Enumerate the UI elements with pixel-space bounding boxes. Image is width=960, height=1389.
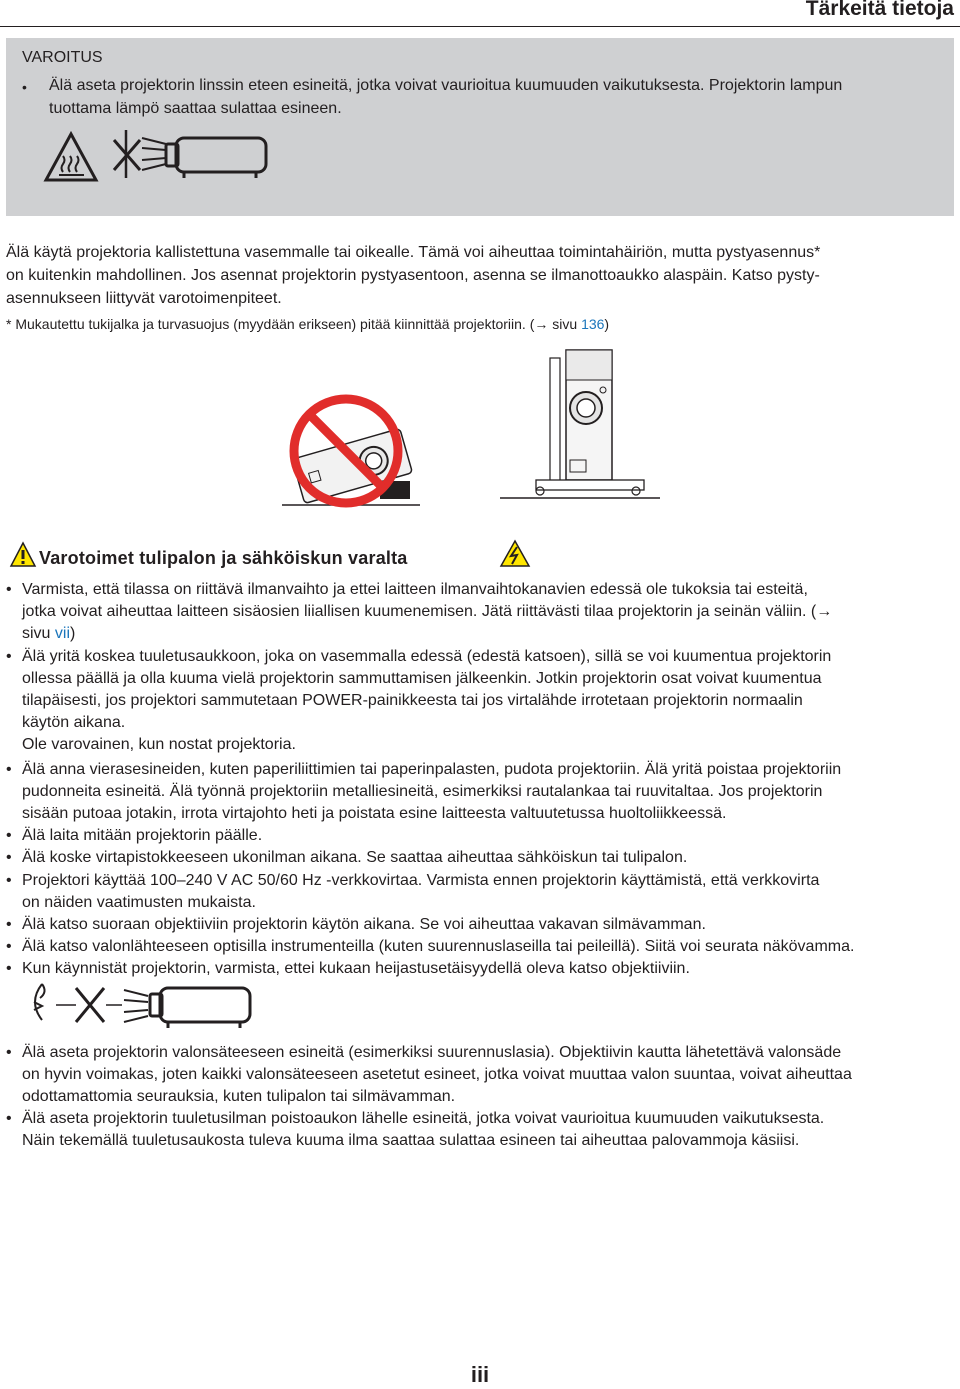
page-number: iii xyxy=(470,1362,490,1387)
bullet-dot: • xyxy=(6,872,12,889)
section-text-line: Älä katso suoraan objektiiviin projektorin käytön aikana. Se voi aiheuttaa vakavan silmävamman. xyxy=(22,916,706,933)
section-text-line xyxy=(22,601,832,623)
bullet-dot: • xyxy=(6,960,12,977)
section-text-line: Näin tekemällä tuuletusaukosta tuleva kuuma ilma saattaa sulattaa esineen tai aiheuttaa palovammoja käsiisi. xyxy=(22,1132,800,1149)
bullet-dot: • xyxy=(6,648,12,665)
section-text-line: Älä koske virtapistokkeeseen ukonilman aikana. Se saattaa aiheuttaa sähköiskun tai tulipalon. xyxy=(22,849,688,866)
page-header-title: Tärkeitä tietoja xyxy=(805,0,954,20)
bullet-dot: • xyxy=(6,1110,12,1127)
vertical-projector-illustration xyxy=(500,350,660,510)
warning-box xyxy=(6,38,954,216)
arrow-icon: → xyxy=(534,316,549,332)
footnote-text: * Mukautettu tukijalka ja turvasuojus (myydään erikseen) pitää kiinnittää projektoriin. ( xyxy=(6,316,535,332)
tilt-text-line: on kuitenkin mahdollinen. Jos asennat projektorin pystyasentoon, asenna se ilmanottoaukko alaspäin. Katso pysty- xyxy=(6,267,820,284)
section-text-line: Älä aseta projektorin tuuletusilman poistoaukon lähelle esineitä, jotka voivat vaurioitua kuumuuden vaikutuksesta. xyxy=(22,1110,825,1127)
bullet-dot: • xyxy=(6,1044,12,1061)
section-text-line: on hyvin voimakas, joten kaikki valonsäteeseen asetetut esineet, jotka voivat muuttaa valon suuntaa, voivat aiheuttaa xyxy=(22,1066,852,1083)
bullet-dot: • xyxy=(6,938,12,955)
projector-icon xyxy=(166,138,266,178)
section-text-line: ollessa päällä ja olla kuuma vielä projektorin sammuttamisen jälkeenkin. Jotkin projektorin osat voivat kuumentua xyxy=(22,670,822,687)
light-rays-icon xyxy=(142,138,166,170)
bullet-dot: • xyxy=(6,827,12,844)
section-text-line: Projektori käyttää 100–240 V AC 50/60 Hz -verkkovirtaa. Varmista ennen projektorin käyttämistä, että verkkovirta xyxy=(22,872,820,889)
section-text-line: käytön aikana. xyxy=(22,714,126,731)
bullet-dot: • xyxy=(22,79,27,95)
do-not-look-illustration xyxy=(24,980,256,1030)
header-rule xyxy=(0,26,960,27)
arrow-icon: → xyxy=(816,603,833,620)
bullet-dot: • xyxy=(6,916,12,933)
section-text-line: Älä anna vierasesineiden, kuten paperiliittimien tai paperinpalasten, pudota projektoriin. Älä yritä poistaa projektoriin xyxy=(22,761,842,778)
bullet-dot: • xyxy=(6,581,12,598)
electric-hazard-icon xyxy=(500,540,530,568)
tilt-text-line: Älä käytä projektoria kallistettuna vasemmalle tai oikealle. Tämä voi aiheuttaa toimintahäiriön, mutta pystyasennus* xyxy=(6,244,821,261)
section-text-line: Älä katso valonlähteeseen optisilla instrumenteilla (kuten suurennuslaseilla tai peileillä). Siitä voi seurata näkövamma. xyxy=(22,938,855,955)
section-text-line: Älä laita mitään projektorin päälle. xyxy=(22,827,263,844)
section-text-line: on näiden vaatimusten mukaista. xyxy=(22,894,256,911)
page-link-136[interactable]: 136 xyxy=(581,316,605,332)
section-text-line: Älä yritä koskea tuuletusaukkoon, joka on vasemmalla edessä (edestä katsoen), sillä se voi kuumentua projektorin xyxy=(22,648,832,665)
hot-surface-no-object-illustration xyxy=(44,130,274,186)
tilt-footnote xyxy=(6,316,609,332)
cross-icon xyxy=(76,988,104,1022)
object-cross-icon xyxy=(114,130,140,178)
text-segment: sivu xyxy=(22,625,55,642)
eye-icon xyxy=(34,984,45,1020)
caution-triangle-icon xyxy=(10,542,36,568)
page-link-vii[interactable]: vii xyxy=(54,625,71,642)
footnote-page-label: sivu xyxy=(548,316,582,332)
section-text-line xyxy=(22,623,75,645)
section-text-line: tilapäisesti, jos projektori sammutetaan POWER-painikkeesta tai jos virtalähde irrotetaan projektorin normaalin xyxy=(22,692,803,709)
warning-text-line: tuottama lämpö saattaa sulattaa esineen. xyxy=(49,100,342,117)
section-text-line: pudonneita esineitä. Älä työnnä projektoriin metalliesineitä, esimerkiksi rautalankaa tai ruuvitaltaa. Jos projektorin xyxy=(22,783,823,800)
text-segment: ) xyxy=(70,625,76,642)
light-rays-icon xyxy=(124,990,148,1022)
section-title: Varotoimet tulipalon ja sähköiskun varalta xyxy=(39,548,408,568)
tilted-projector-prohibited-illustration xyxy=(282,395,422,510)
bullet-dot: • xyxy=(6,849,12,866)
projector-icon xyxy=(150,988,250,1028)
footnote-close: ) xyxy=(604,316,610,332)
warning-text-line: Älä aseta projektorin linssin eteen esineitä, jotka voivat vaurioitua kuumuuden vaikutuksesta. Projektorin lampun xyxy=(49,77,843,94)
section-text-line: odottamattomia seurauksia, kuten tulipalon tai silmävamman. xyxy=(22,1088,456,1105)
section-text-line: Älä aseta projektorin valonsäteeseen esineitä (esimerkiksi suurennuslasia). Objektiivin kautta lähetettävä valonsäde xyxy=(22,1044,842,1061)
section-text-line: sisään putoaa jotakin, irrota virtajohto heti ja poistata esine laitteesta valtuutetussa huoltoliikkeessä. xyxy=(22,805,727,822)
section-text-line: Ole varovainen, kun nostat projektoria. xyxy=(22,736,296,753)
section-text-line: Kun käynnistät projektorin, varmista, ettei kukaan heijastusetäisyydellä oleva katso objektiiviin. xyxy=(22,960,690,977)
section-text-line: Varmista, että tilassa on riittävä ilmanvaihto ja ettei laitteen ilmanvaihtokanavien edessä ole tukoksia tai esteitä, xyxy=(22,581,808,598)
tilt-text-line: asennukseen liittyvät varotoimenpiteet. xyxy=(6,290,282,307)
text-segment: jotka voivat aiheuttaa laitteen sisäosien liiallisen kuumenemisen. Jätä riittävästi tilaa projektorin ja seinän väliin. ( xyxy=(22,603,817,620)
bullet-dot: • xyxy=(6,761,12,778)
warning-title: VAROITUS xyxy=(22,49,103,66)
